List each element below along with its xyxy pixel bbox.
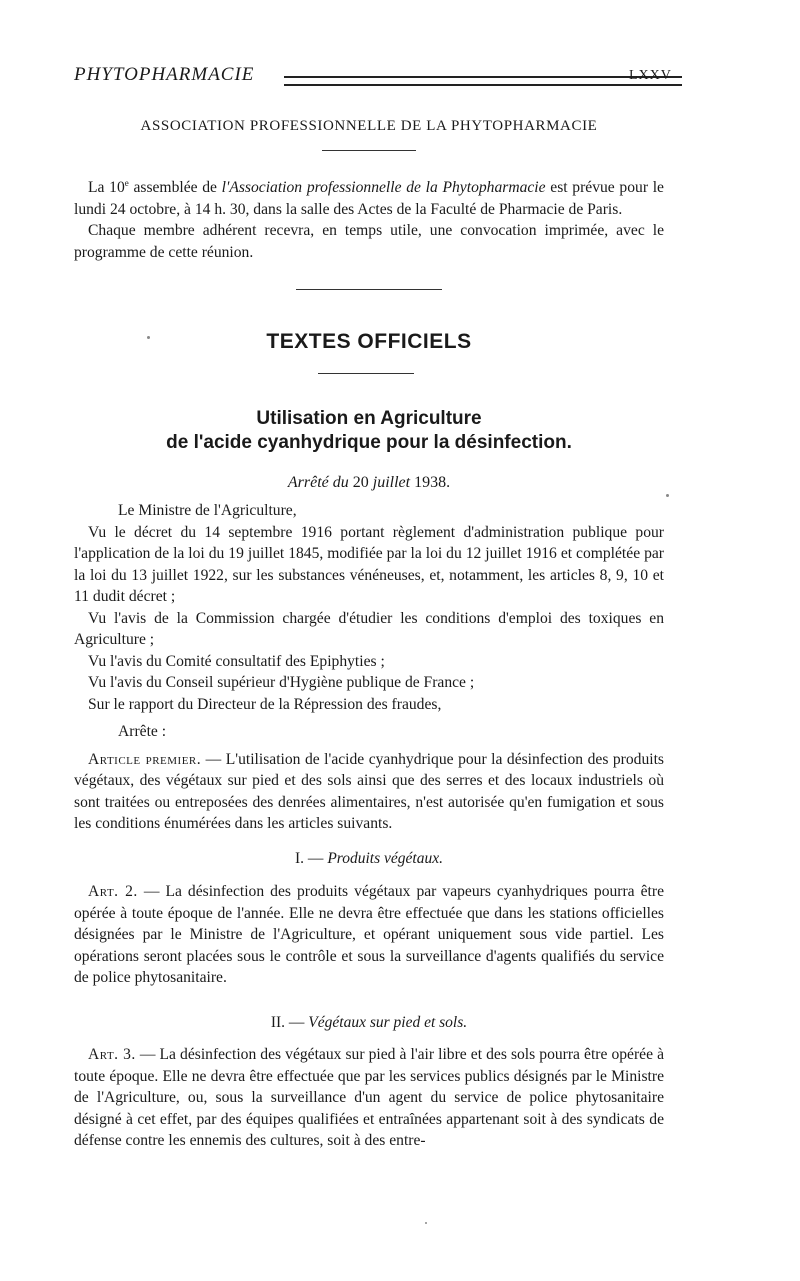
- preamble-line: Vu l'avis du Comité consultatif des Epiphyties ;: [88, 652, 385, 670]
- article-3: Art. 3. — La désinfection des végétaux sur pied à l'air libre et des sols pourra être opérée à toute époque. Elle ne devra être effectuée que par les services publics désignés par le Ministre de l'Agriculture, ou, sous la surveillance d'un agent du service de police phytosanitaire désigné à cet effet, par des équipes qualifiées et entraînées appartenant soit à des syndicats de défense contre les ennemis des cultures, soit à des entre-: [74, 1046, 664, 1149]
- preamble-line: Vu le décret du 14 septembre 1916 portant règlement d'administration publique pour l'application de la loi du 19 juillet 1845, modifiée par la loi du 12 juillet 1916 et complétée par la loi du 13 juillet 1922, sur les substances vénéneuses, et, notamment, les articles 8, 9, 10 et 11 dudit décret ;: [74, 523, 664, 605]
- preamble-line: Vu l'avis du Conseil supérieur d'Hygiène publique de France ;: [88, 674, 475, 691]
- section-divider: [296, 289, 442, 290]
- association-notice: [74, 173, 664, 263]
- print-speck: [666, 494, 669, 497]
- decree-title-line-2: de l'acide cyanhydrique pour la désinfection.: [166, 432, 572, 453]
- title-underline: [318, 373, 414, 374]
- association-heading: ASSOCIATION PROFESSIONNELLE DE LA PHYTOPHARMACIE: [140, 118, 598, 134]
- arrete-word: Arrête :: [118, 723, 167, 740]
- short-divider: [322, 150, 416, 151]
- decree-preamble: [74, 500, 664, 835]
- preamble-line: Le Ministre de l'Agriculture,: [118, 502, 297, 519]
- running-header: [74, 64, 672, 94]
- page-number: LXXV: [629, 68, 672, 83]
- section-title: TEXTES OFFICIELS: [266, 330, 472, 353]
- notice-paragraph-1: La 10e assemblée de l'Association professionnelle de la Phytopharmacie est prévue pour le lundi 24 octobre, à 14 h. 30, dans la salle des Actes de la Faculté de Pharmacie de Paris.: [74, 178, 664, 218]
- article-1: Article premier. — L'utilisation de l'acide cyanhydrique pour la désinfection des produits végétaux, des végétaux sur pied et des sols ainsi que des serres et des locaux industriels où sont traitées ou entreposées des denrées alimentaires, n'est autorisée qu'en fumigation et sous les conditions énumérées dans les articles suivants.: [74, 750, 664, 832]
- article-2: Art. 2. — La désinfection des produits végétaux par vapeurs cyanhydriques pourra être opérée à toute époque de l'année. Elle ne devra être effectuée que dans les stations officielles désignées par le Ministre de l'Agriculture, et opérant uniquement sous vide partiel. Les opérations seront placées sous le contrôle et sous la surveillance d'agents qualifiés du service de police phytosanitaire.: [74, 883, 664, 986]
- journal-name: PHYTOPHARMACIE: [74, 64, 255, 85]
- decree-title-line-1: Utilisation en Agriculture: [256, 408, 482, 429]
- decree-date: Arrêté du 20 juillet 1938.: [287, 474, 451, 491]
- print-speck: [425, 1222, 427, 1224]
- print-speck: [147, 336, 150, 339]
- preamble-line: Sur le rapport du Directeur de la Répression des fraudes,: [88, 695, 442, 713]
- notice-paragraph-2: Chaque membre adhérent recevra, en temps utile, une convocation imprimée, avec le programme de cette réunion.: [74, 222, 664, 261]
- section-2-heading: II. — Végétaux sur pied et sols.: [270, 1014, 468, 1031]
- header-double-rule: [284, 76, 682, 86]
- preamble-line: Vu l'avis de la Commission chargée d'étudier les conditions d'emploi des toxiques en Agriculture ;: [74, 609, 664, 648]
- section-1-heading: I. — Produits végétaux.: [295, 850, 443, 867]
